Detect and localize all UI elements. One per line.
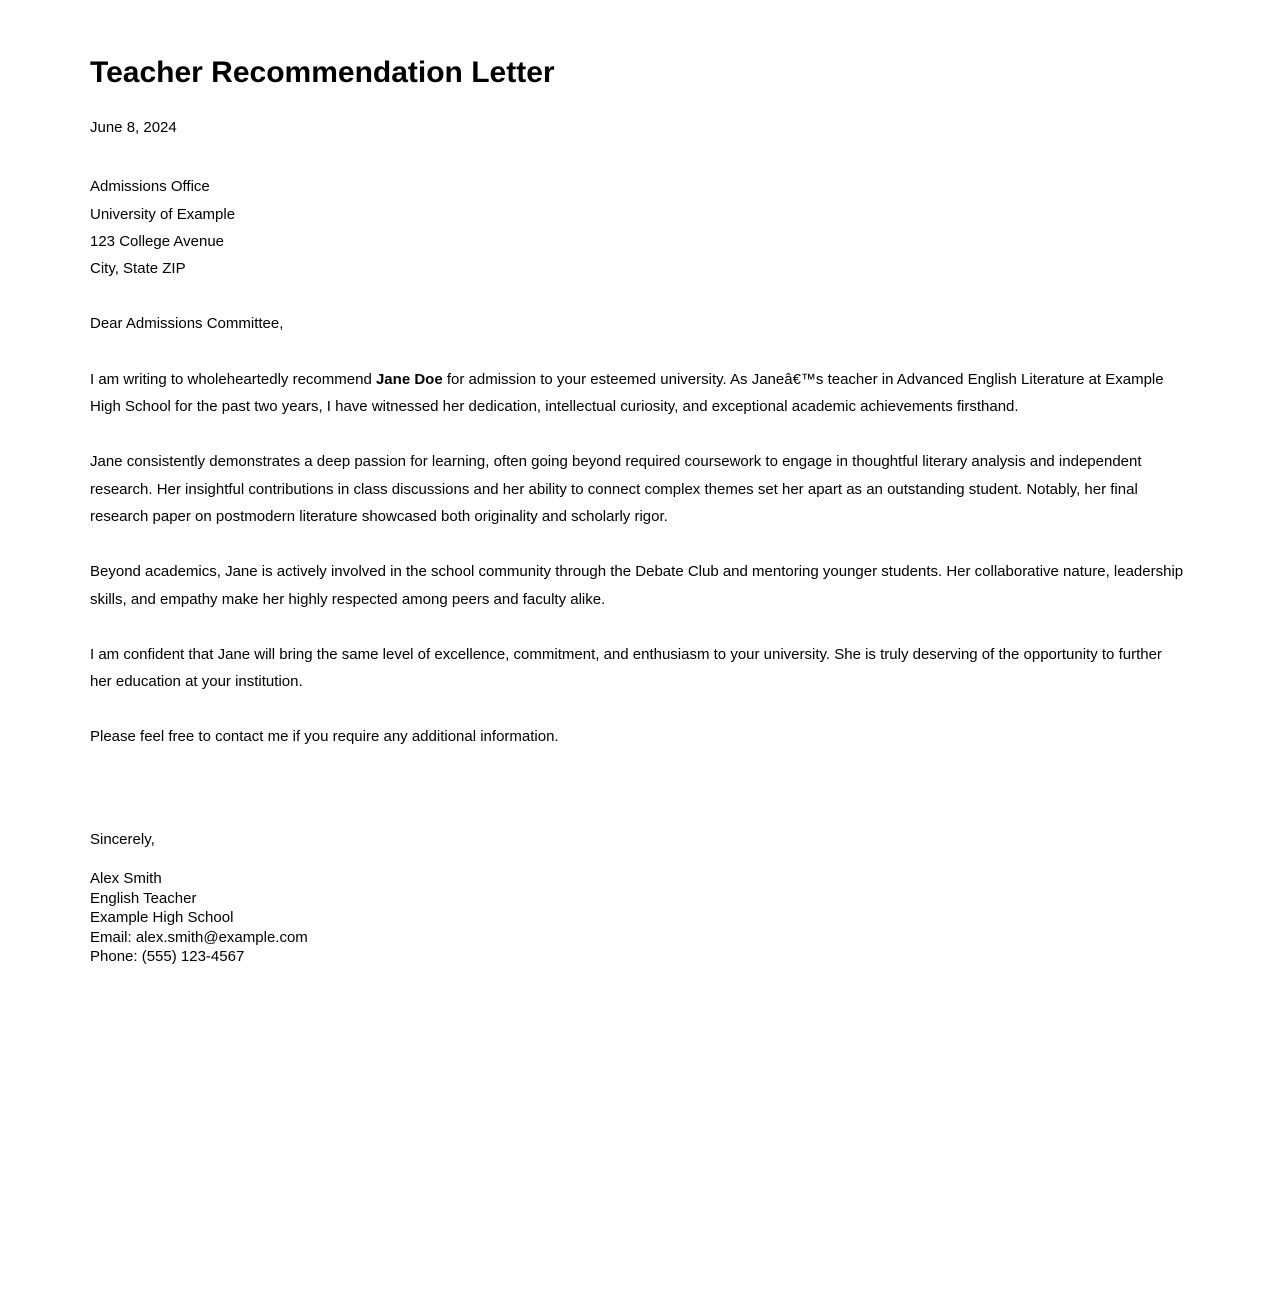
salutation: Dear Admissions Committee, (90, 315, 284, 333)
paragraph-text: for admission to your esteemed university. As Janeâ€™s teacher in Advanced English Literature at Example High School for the past two years, I have witnessed her dedication, intellectual curiosity, and exceptional academic achievements firsthand. (90, 370, 1164, 416)
recipient-address-line: University of Example (90, 205, 236, 223)
recipient-address-line: Admissions Office (90, 178, 210, 196)
signature-block (90, 869, 1186, 967)
student-name: Jane Doe (375, 370, 443, 388)
body-paragraph-2: Jane consistently demonstrates a deep passion for learning, often going beyond required coursework to engage in thoughtful literary analysis and independent research. Her insightful contributions in class discussions and her ability to connect complex themes set her apart as an outstanding student. Notably, her final research paper on postmodern literature showcased both originality and scholarly rigor. (90, 453, 1142, 525)
signature-title: English Teacher (90, 889, 197, 907)
recipient-address-line: 123 College Avenue (90, 232, 225, 250)
body-paragraph-4: I am confident that Jane will bring the same level of excellence, commitment, and enthusiasm to your university. She is truly deserving of the opportunity to further her education at your institution. (90, 645, 1162, 691)
body-paragraph-5: Please feel free to contact me if you require any additional information. (90, 728, 559, 746)
body-paragraph-1 (90, 366, 1186, 421)
recipient-address-line: City, State ZIP (90, 260, 186, 278)
page-title: Teacher Recommendation Letter (90, 56, 555, 89)
valediction: Sincerely, (90, 830, 155, 848)
signature-email: Email: alex.smith@example.com (90, 928, 308, 946)
body-paragraph-3: Beyond academics, Jane is actively involved in the school community through the Debate Club and mentoring younger students. Her collaborative nature, leadership skills, and empathy make her highly respected among peers and faculty alike. (90, 563, 1184, 608)
signature-school: Example High School (90, 909, 234, 927)
recipient-address (90, 173, 1186, 282)
paragraph-text: I am writing to wholeheartedly recommend (90, 370, 376, 388)
signature-phone: Phone: (555) 123-4567 (90, 948, 245, 966)
signature-name: Alex Smith (90, 870, 162, 888)
letter-date: June 8, 2024 (90, 119, 177, 136)
